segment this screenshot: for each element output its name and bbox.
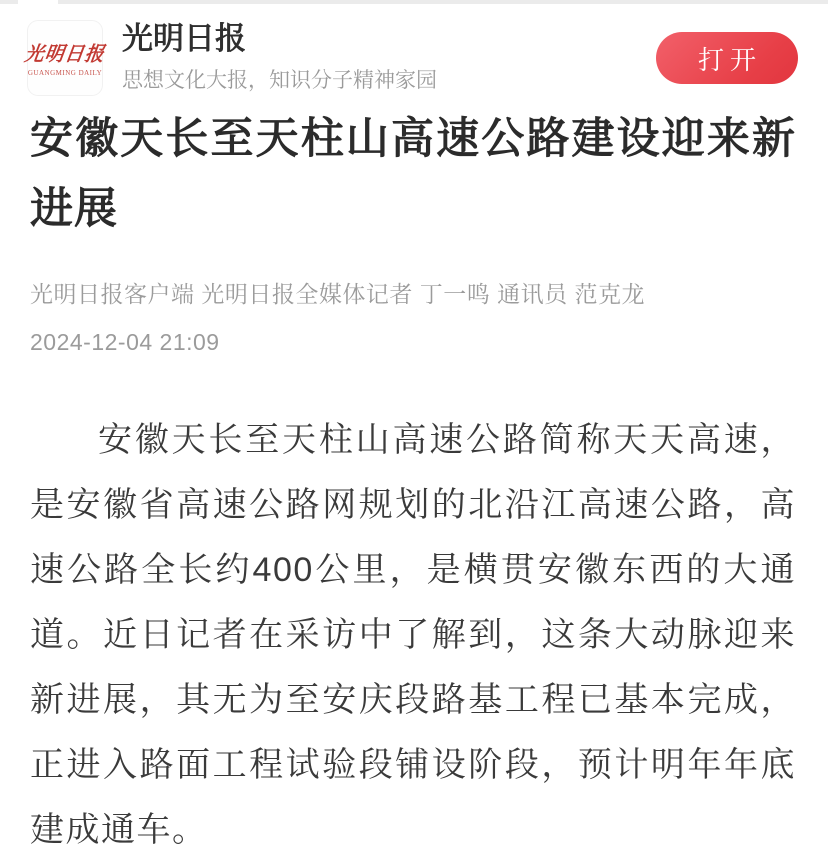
article-byline: 光明日报客户端 光明日报全媒体记者 丁一鸣 通讯员 范克龙 bbox=[30, 281, 646, 307]
app-tagline: 思想文化大报，知识分子精神家园 bbox=[122, 68, 437, 93]
logo-calligraphy-text: 光明日报 bbox=[23, 43, 107, 66]
app-name: 光明日报 bbox=[122, 21, 246, 56]
app-download-banner bbox=[23, 20, 798, 96]
logo-caption-text: GUANGMING DAILY bbox=[27, 69, 103, 77]
app-header-text bbox=[122, 22, 656, 94]
article-body-paragraph: 安徽天长至天柱山高速公路简称天天高速，是安徽省高速公路网规划的北沿江高速公路，高速公路全长约400公里，是横贯安徽东西的大通道。近日记者在采访中了解到，这条大动脉迎来新进展，其无为至安庆段路基工程已基本完成，正进入路面工程试验段铺设阶段，预计明年年底建成通车。 bbox=[30, 421, 796, 849]
article-publish-date: 2024-12-04 21:09 bbox=[30, 329, 220, 355]
top-divider-notch bbox=[18, 0, 58, 4]
guangming-daily-logo bbox=[23, 21, 107, 95]
top-divider bbox=[0, 0, 828, 4]
article-title: 安徽天长至天柱山高速公路建设迎来新进展 bbox=[30, 115, 796, 233]
open-app-button[interactable]: 打开 bbox=[656, 32, 798, 84]
article-container bbox=[30, 104, 796, 863]
